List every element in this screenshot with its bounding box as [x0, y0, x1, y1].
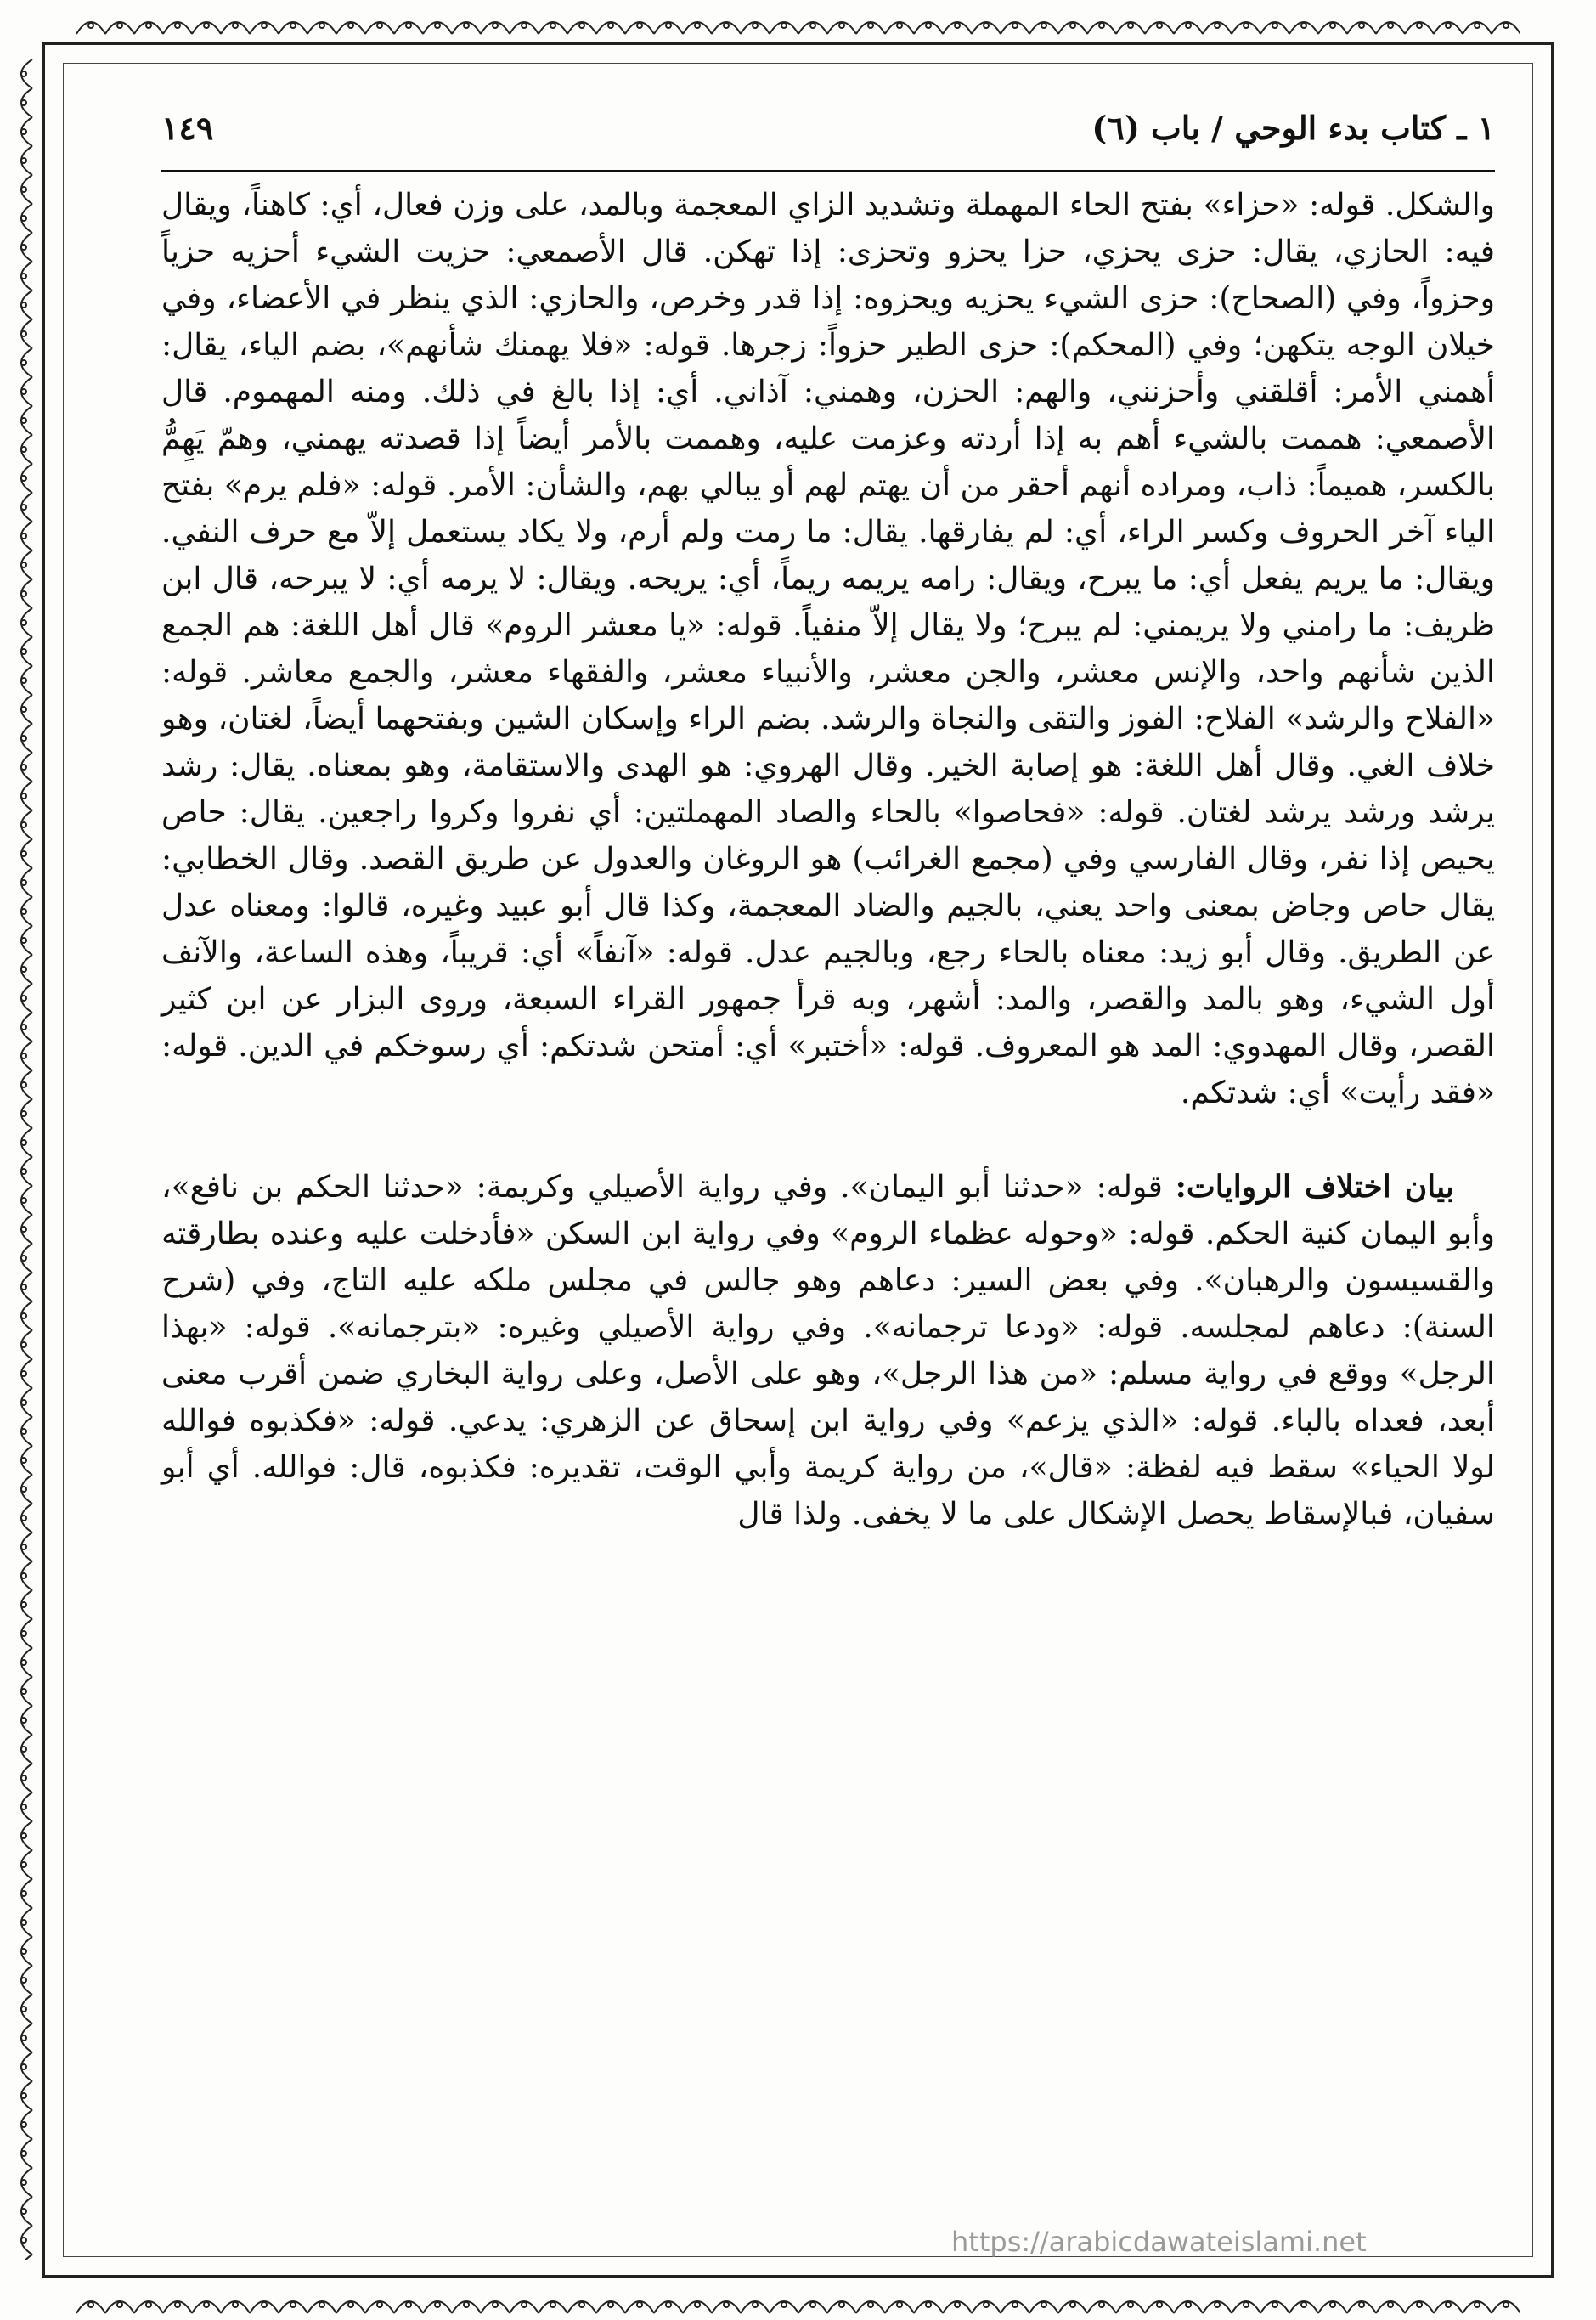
paragraph-narrations: [161, 1164, 1495, 1538]
paragraph-text: والشكل. قوله: «حزاء» بفتح الحاء المهملة وتشديد الزاي المعجمة وبالمد، على وزن فعال، أي: كاهناً، ويقال فيه: الحازي، يقال: حزى يحزي، حزا يحزو وتحزى: إذا تهكن. قال الأصمعي: حزيت الشيء أحزيه حزياً وحزواً، وفي (الصحاح): حزى الشيء يحزيه ويحزوه: إذا قدر وخرص، والحازي: الذي ينظر في الأعضاء، وفي خيلان الوجه يتكهن؛ وفي (المحكم): حزى الطير حزواً: زجرها. قوله: «فلا يهمنك شأنهم»، بضم الياء، يقال: أهمني الأمر: أقلقني وأحزنني، والهم: الحزن، وهمني: آذاني. أي: إذا بالغ في ذلك. ومنه المهموم. قال الأصمعي: هممت بالشيء أهم به إذا أردته وعزمت عليه، وهممت بالأمر أيضاً إذا قصدته يهمني، وهمّ يَهِمُّ بالكسر، هميماً: ذاب، ومراده أنهم أحقر من أن يهتم لهم أو يبالي بهم، والشأن: الأمر. قوله: «فلم يرم» بفتح الياء آخر الحروف وكسر الراء، أي: لم يفارقها. يقال: ما رمت ولم أرم، ولا يكاد يستعمل إلاّ مع حرف النفي. ويقال: ما يريم يفعل أي: ما يبرح، ويقال: رامه يريمه ريماً، أي: يريحه. ويقال: لا يرمه أي: لا يبرحه، قال ابن ظريف: ما رامني ولا يريمني: لم يبرح؛ ولا يقال إلاّ منفياً. قوله: «يا معشر الروم» قال أهل اللغة: هم الجمع الذين شأنهم واحد، والإنس معشر، والجن معشر، والأنبياء معشر، والفقهاء معشر، والجمع معاشر. قوله: «الفلاح والرشد» الفلاح: الفوز والتقى والنجاة والرشد. بضم الراء وإسكان الشين وبفتحهما أيضاً، لغتان، وهو خلاف الغي. وقال أهل اللغة: هو إصابة الخير. وقال الهروي: هو الهدى والاستقامة، وهو بمعناه. يقال: رشد يرشد ورشد يرشد لغتان. قوله: «فحاصوا» بالحاء والصاد المهملتين: أي نفروا وكروا راجعين. يقال: حاص يحيص إذا نفر، وقال الفارسي وفي (مجمع الغرائب) هو الروغان والعدول عن طريق القصد. وقال الخطابي: يقال حاص وجاض بمعنى واحد يعني، بالجيم والضاد المعجمة، وكذا قال أبو عبيد وغيره، قالوا: ومعناه عدل عن الطريق. وقال أبو زيد: معناه بالحاء رجع، وبالجيم عدل. قوله: «آنفاً» أي: قريباً، وهذه الساعة، والآنف أول الشيء، وهو بالمد والقصر، والمد: أشهر، وبه قرأ جمهور القراء السبعة، وروى البزار عن ابن كثير القصر، وقال المهدوي: المد هو المعروف. قوله: «أختبر» أي: أمتحن شدتكم: أي رسوخكم في الدين. قوله: «فقد رأيت» أي: شدتكم.: [161, 188, 1495, 1110]
paragraph-commentary: [161, 182, 1495, 1116]
page-number: ١٤٩: [161, 109, 214, 147]
body-text: [161, 182, 1495, 1538]
page-header: [161, 104, 1495, 172]
left-ornament-border: [7, 59, 37, 2260]
watermark-url: https://arabicdawateislami.net: [951, 2226, 1367, 2258]
header-rule: [161, 170, 1495, 172]
top-ornament-border: [76, 8, 1520, 37]
running-title: ١ ـ كتاب بدء الوحي / باب (٦): [1091, 109, 1495, 147]
book-page: [161, 104, 1495, 2244]
paragraph-text: قوله: «حدثنا أبو اليمان». وفي رواية الأصيلي وكريمة: «حدثنا الحكم بن نافع»، وأبو اليمان كنية الحكم. قوله: «وحوله عظماء الروم» وفي رواية ابن السكن «فأدخلت عليه وعنده بطارقته والقسيسون والرهبان». وفي بعض السير: دعاهم وهو جالس في مجلس ملكه عليه التاج، وفي (شرح السنة): دعاهم لمجلسه. قوله: «ودعا ترجمانه». وفي رواية الأصيلي وغيره: «بترجمانه». قوله: «بهذا الرجل» ووقع في رواية مسلم: «من هذا الرجل»، وهو على الأصل، وعلى رواية البخاري ضمن أقرب معنى أبعد، فعداه بالباء. قوله: «الذي يزعم» وفي رواية ابن إسحاق عن الزهري: يدعي. قوله: «فكذبوه فوالله لولا الحياء» سقط فيه لفظة: «قال»، من رواية كريمة وأبي الوقت، تقديره: فكذبوه، قال: فوالله. أي أبو سفيان، فبالإسقاط يحصل الإشكال على ما لا يخفى. ولذا قال: [161, 1170, 1495, 1532]
paragraph-lead: بيان اختلاف الروايات:: [1175, 1169, 1454, 1205]
bottom-ornament-border: [76, 2288, 1520, 2317]
